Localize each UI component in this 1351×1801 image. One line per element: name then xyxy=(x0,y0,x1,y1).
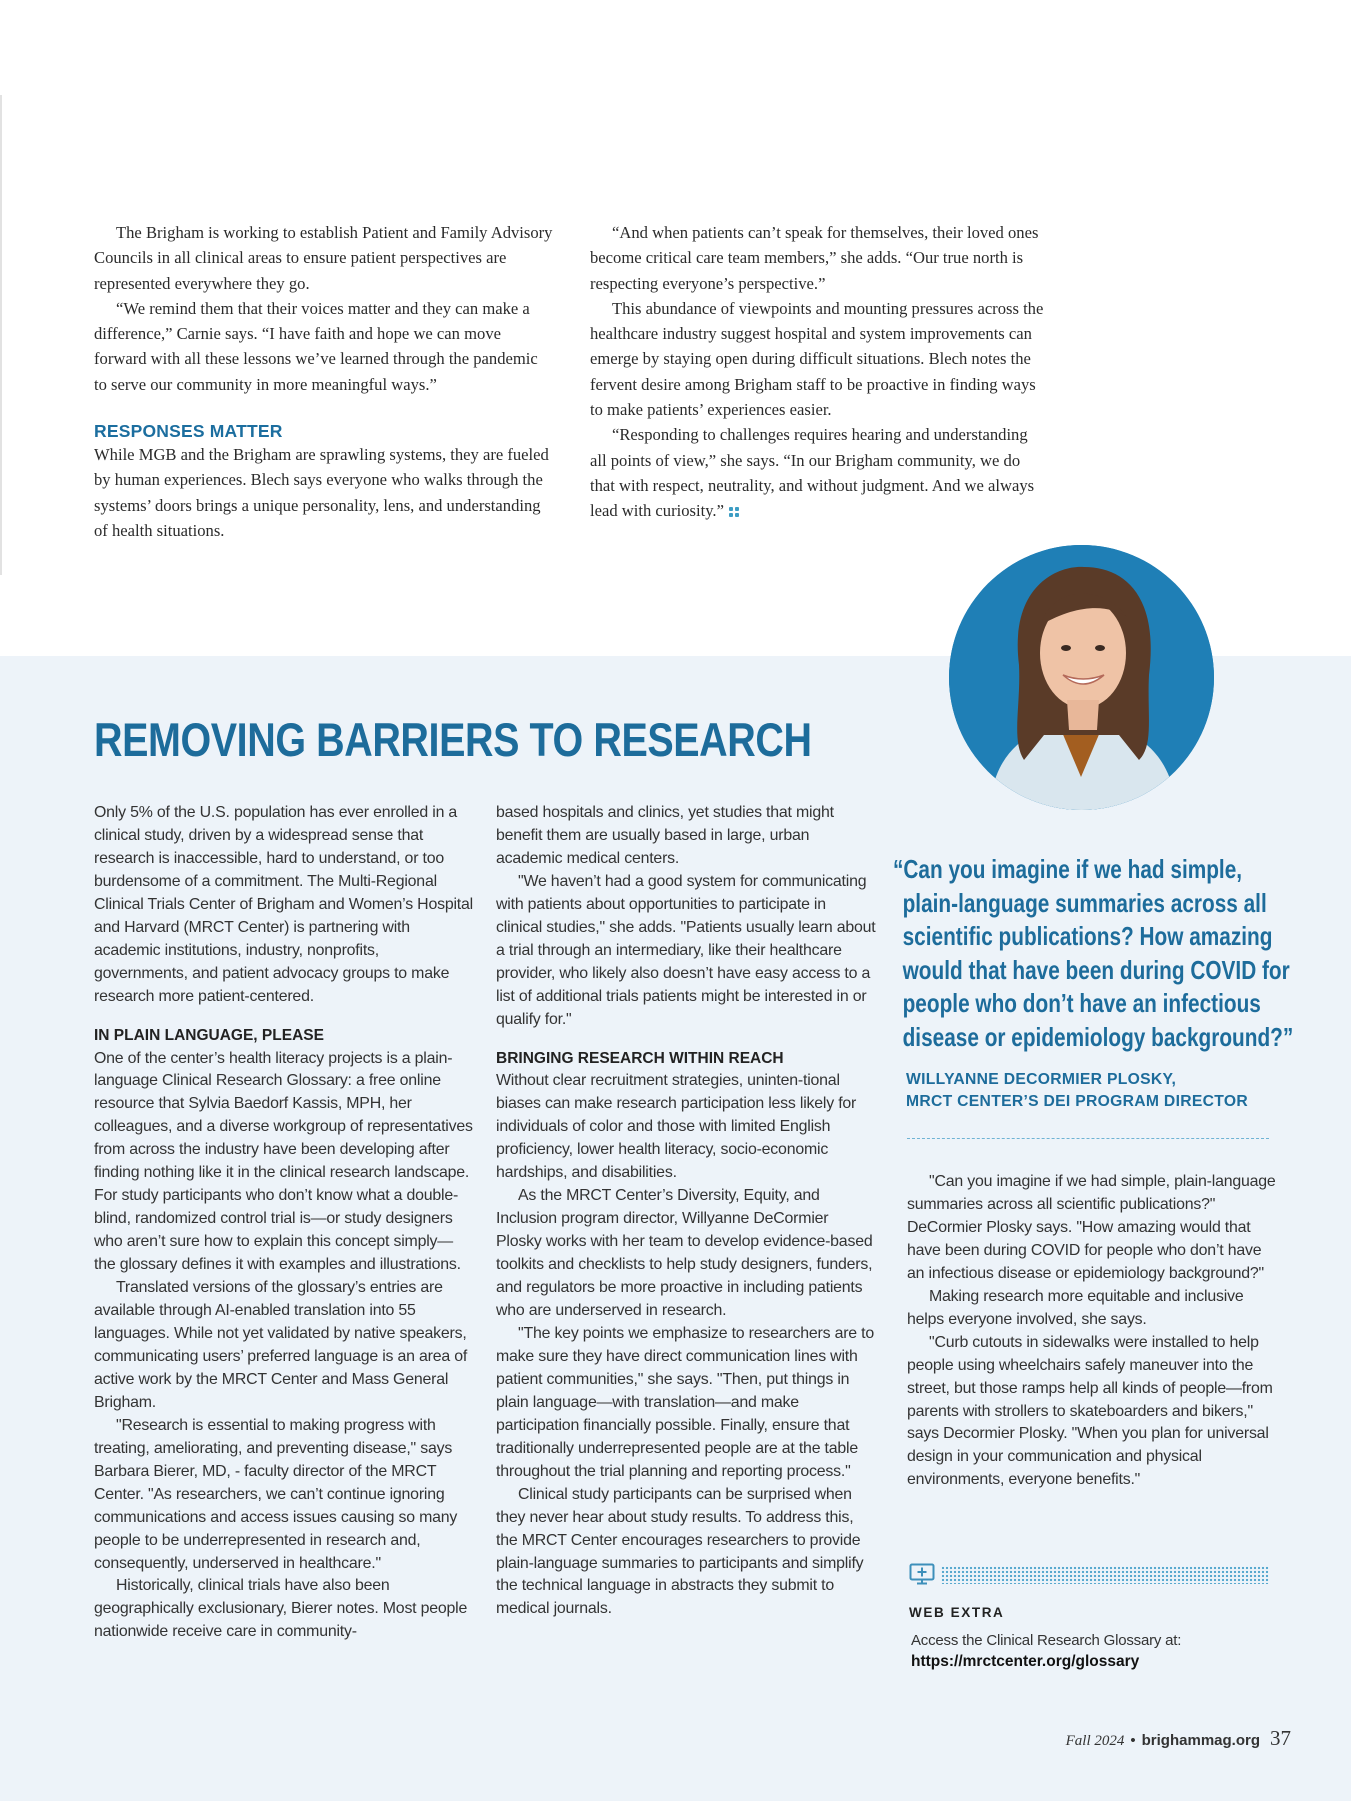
monitor-plus-icon xyxy=(909,1563,935,1585)
upper-paragraph: “And when patients can’t speak for themselves, their loved ones become critical care team members,” she adds. “Our true north is respecting everyone’s perspective.” xyxy=(590,223,1039,293)
page-footer xyxy=(1066,1726,1291,1751)
feature-paragraph: Historically, clinical trials have also been geographically exclusionary, Bierer notes. Most people nationwide receive care in community- xyxy=(94,1577,468,1641)
upper-article-section xyxy=(0,0,1351,656)
web-extra-description: Access the Clinical Research Glossary at: xyxy=(911,1632,1182,1649)
section-heading-responses-matter: RESPONSES MATTER xyxy=(94,421,283,442)
attribution-name: WILLYANNE DECORMIER PLOSKY, xyxy=(906,1071,1177,1088)
pull-quote-line: would that have been during COVID for xyxy=(902,954,1290,985)
feature-column-left xyxy=(94,802,474,1644)
upper-paragraph: While MGB and the Brigham are sprawling systems, they are fueled by human experiences. Blech says everyone who walks through the systems’ doors brings a unique personality, lens, and understanding of health situations. xyxy=(94,445,549,540)
upper-paragraph: The Brigham is working to establish Patient and Family Advisory Councils in all clinical areas to ensure patient perspectives are represented everywhere they go. xyxy=(94,223,553,293)
upper-paragraph: This abundance of viewpoints and mounting pressures across the healthcare industry suggest hospital and system improvements can emerge by staying open during difficult situations. Blech notes the fervent desire among Brigham staff to be proactive in finding ways to make patients’ experiences easier. xyxy=(590,298,1044,420)
pull-quote-attribution xyxy=(906,1069,1248,1113)
pull-quote-block xyxy=(893,853,1294,1054)
feature-paragraph: "We haven’t had a good system for communicating with patients about opportunities to participate in clinical studies," she adds. "Patients usually learn about a trial through an intermediary, like their healthcare provider, who likely also doesn’t have easy access to a list of additional trials patients might be interested in or qualify for." xyxy=(496,872,876,1028)
feature-headline: REMOVING BARRIERS TO RESEARCH xyxy=(94,713,812,766)
feature-paragraph: One of the center’s health literacy projects is a plain-language Clinical Research Glossary: a free online resource that Sylvia Baedorf Kassis, MPH, her colleagues, and a diverse workgroup of representatives from across the industry have been developing after finding nothing like it in the clinical research landscape. For study participants who don’t know what a double-blind, randomized control trial is—or study designers who aren’t sure how to explain this concept simply—the glossary defines it with examples and illustrations. xyxy=(94,1049,473,1274)
feature-column-right xyxy=(907,1171,1277,1492)
closing-paragraph-text: “Responding to challenges requires hearing and understanding all points of view,” she says. “In our Brigham community, we do that with respect, neutrality, and without judgment. And we always lead with curiosity.” xyxy=(590,425,1035,521)
feature-paragraph: Clinical study participants can be surprised when they never hear about study results. To address this, the MRCT Center encourages researchers to provide plain-language summaries to participants and simplify the technical language in abstracts they submit to medical journals. xyxy=(496,1485,864,1618)
page-edge-rule xyxy=(0,95,2,575)
upper-paragraph xyxy=(590,422,1045,523)
section-heading-plain-language: IN PLAIN LANGUAGE, PLEASE xyxy=(94,1026,324,1044)
feature-paragraph: Only 5% of the U.S. population has ever enrolled in a clinical study, driven by a widespread sense that research is inaccessible, hard to understand, or too burdensome of a commitment. The Multi-Regional Clinical Trials Center of Brigham and Women’s Hospital and Harvard (MRCT Center) is partnering with academic institutions, industry, nonprofits, governments, and patient advocacy groups to make research more patient-centered. xyxy=(94,804,473,1005)
footer-separator: • xyxy=(1130,1732,1136,1749)
feature-paragraph: As the MRCT Center’s Diversity, Equity, and Inclusion program director, Willyanne DeCormier Plosky works with her team to develop evidence-based toolkits and checklists to help study designers, funders, and regulators be more proactive in including patients who are underserved in research. xyxy=(496,1187,873,1320)
feature-paragraph: "Curb cutouts in sidewalks were installed to help people using wheelchairs safely maneuver into the street, but those ramps help all kinds of people—from parents with strollers to skateboarders and bikers," says Decormier Plosky. "When you plan for universal design in your communication and physical environments, everyone benefits." xyxy=(907,1333,1273,1489)
feature-paragraph: "Research is essential to making progress with treating, ameliorating, and preventing disease," says Barbara Bierer, MD, - faculty director of the MRCT Center. "As researchers, we can’t continue ignoring communications and access issues causing so many people to be underrepresented in research and, consequently, underserved in healthcare." xyxy=(94,1416,458,1572)
dotted-pattern-strip xyxy=(941,1566,1269,1584)
upper-paragraph: “We remind them that their voices matter and they can make a difference,” Carnie says. “I have faith and hope we can move forward with all these lessons we’ve learned through the pandemic to serve our community in more meaningful ways.” xyxy=(94,298,538,394)
feature-paragraph: Without clear recruitment strategies, uninten-tional biases can make research participation less likely for individuals of color and those with limited English proficiency, lower health literacy, socio-economic hardships, and disabilities. xyxy=(496,1072,857,1182)
feature-paragraph: "The key points we emphasize to researchers are to make sure they have direct communication lines with patient communities," she says. "Then, put things in plain language—with translation—and make participation financially possible. Finally, ensure that traditionally underrepresented people are at the table throughout the trial planning and reporting process." xyxy=(496,1324,875,1480)
section-heading-research-within-reach: BRINGING RESEARCH WITHIN REACH xyxy=(496,1049,784,1067)
attribution-title: MRCT CENTER’S DEI PROGRAM DIRECTOR xyxy=(906,1093,1248,1110)
pull-quote-line: people who don’t have an infectious xyxy=(902,988,1261,1018)
web-extra-label: WEB EXTRA xyxy=(909,1605,1005,1620)
upper-column-left xyxy=(94,220,554,543)
feature-paragraph: "Can you imagine if we had simple, plain-language summaries across all scientific publications?" DeCormier Plosky says. "How amazing would that have been during COVID for people who don’t have an infectious disease or epidemiology background?" xyxy=(907,1173,1276,1282)
upper-column-right xyxy=(590,220,1045,524)
portrait-photo xyxy=(949,545,1214,810)
pull-quote-line: “Can you imagine if we had simple, xyxy=(893,854,1243,884)
site-link[interactable]: brighammag.org xyxy=(1141,1732,1260,1749)
pull-quote-line: scientific publications? How amazing xyxy=(902,921,1273,951)
end-of-story-icon xyxy=(729,507,740,518)
feature-paragraph: Making research more equitable and inclusive helps everyone involved, she says. xyxy=(907,1287,1244,1328)
issue-label: Fall 2024 xyxy=(1065,1733,1125,1749)
page-number: 37 xyxy=(1270,1726,1291,1750)
feature-column-middle xyxy=(496,802,876,1621)
feature-paragraph: Translated versions of the glossary’s entries are available through AI-enabled translation into 55 languages. While not yet validated by native speakers, communicating users’ preferred language is an area of active work by the MRCT Center and Mass General Brigham. xyxy=(94,1279,468,1411)
pull-quote-line: disease or epidemiology background?” xyxy=(902,1021,1294,1052)
glossary-link[interactable]: https://mrctcenter.org/glossary xyxy=(911,1653,1140,1670)
dashed-divider xyxy=(907,1138,1269,1139)
feature-paragraph: based hospitals and clinics, yet studies that might benefit them are usually based in large, urban academic medical centers. xyxy=(496,804,834,867)
pull-quote xyxy=(893,853,1294,1054)
pull-quote-line: plain-language summaries across all xyxy=(902,887,1267,918)
